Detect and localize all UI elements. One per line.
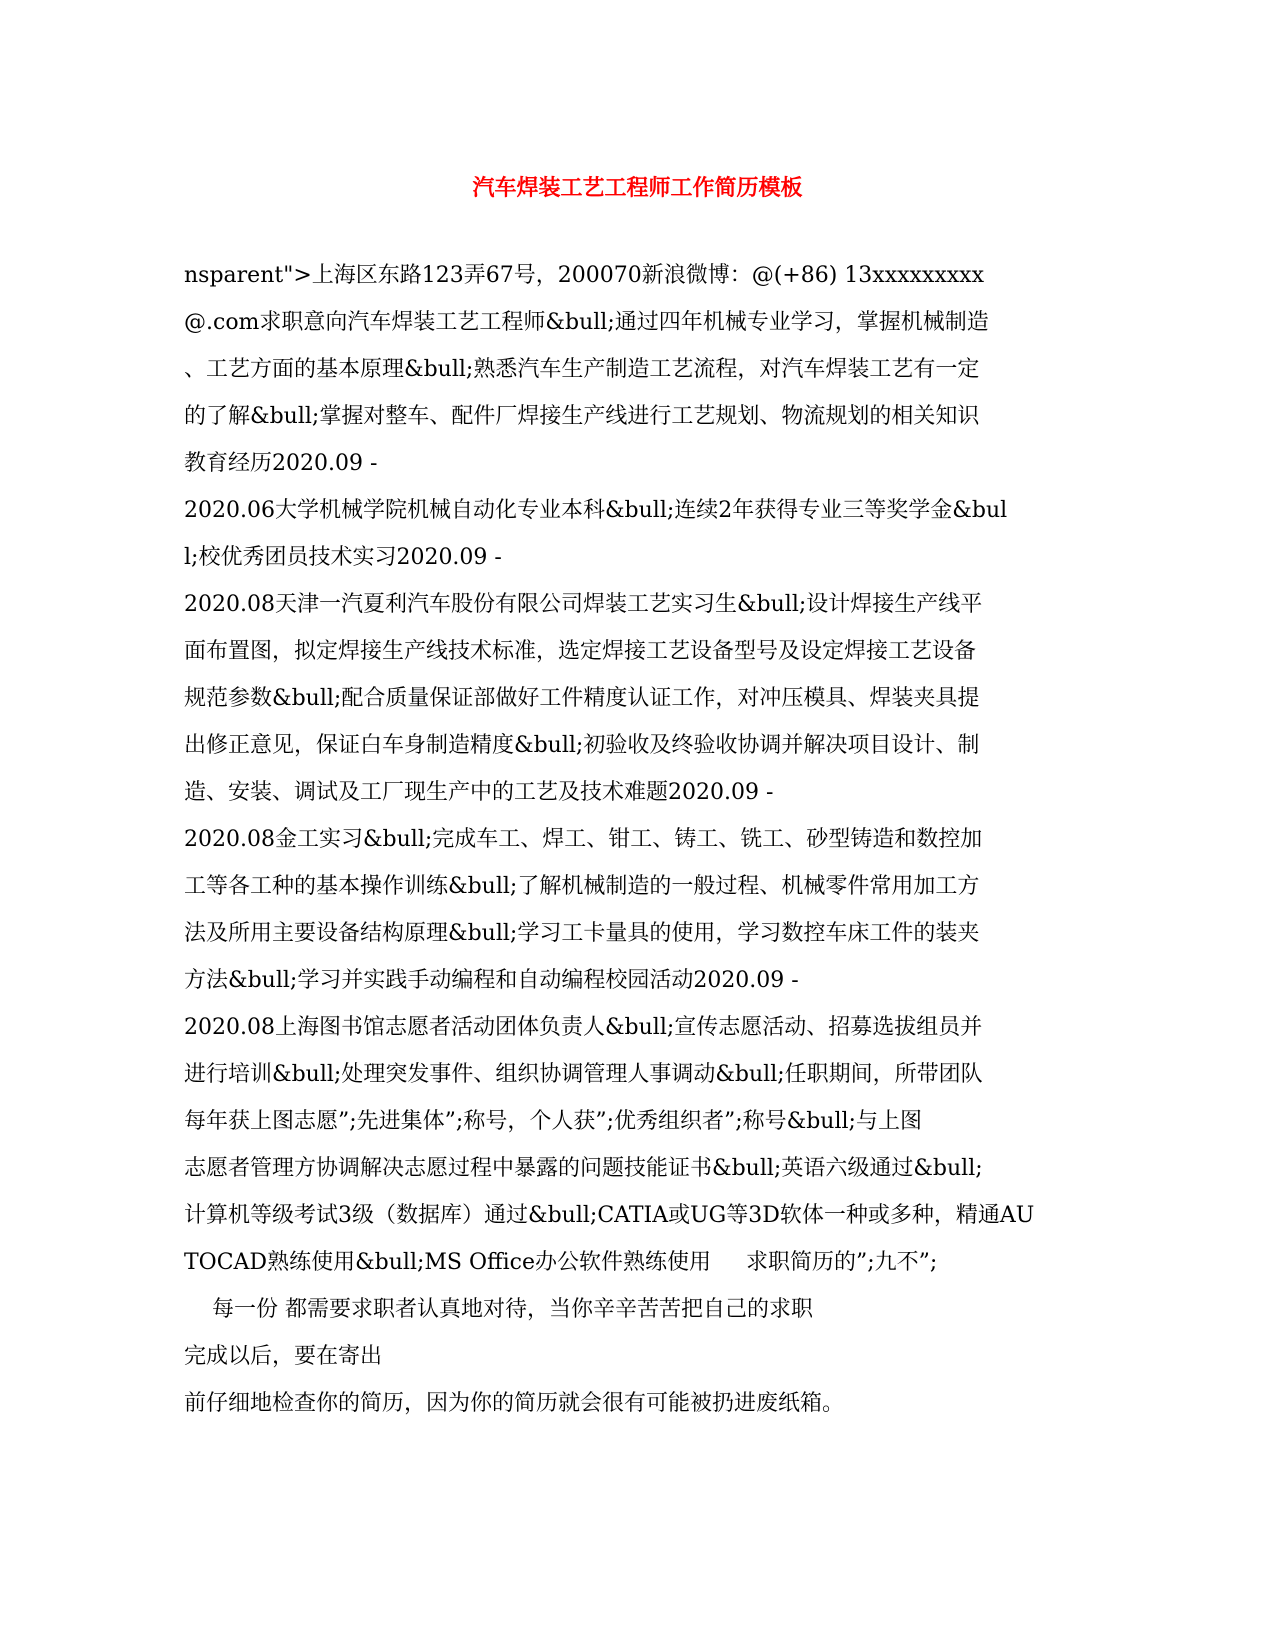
document-title: 汽车焊装工艺工程师工作简历模板 <box>472 175 803 201</box>
body-line: 的了解&bull;掌握对整车、配件厂焊接生产线进行工艺规划、物流规划的相关知识 <box>184 404 980 429</box>
body-line: 志愿者管理方协调解决志愿过程中暴露的问题技能证书&bull;英语六级通过&bull; <box>184 1156 983 1181</box>
body-line: 工等各工种的基本操作训练&bull;了解机械制造的一般过程、机械零件常用加工方 <box>184 874 980 899</box>
body-line: 完成以后，要在寄出 <box>184 1344 383 1369</box>
body-line: 2020.08天津一汽夏利汽车股份有限公司焊装工艺实习生&bull;设计焊接生产线平 <box>184 592 983 617</box>
body-line: 面布置图，拟定焊接生产线技术标准，选定焊接工艺设备型号及设定焊接工艺设备 <box>184 639 977 664</box>
body-line: 法及所用主要设备结构原理&bull;学习工卡量具的使用，学习数控车床工件的装夹 <box>184 921 980 946</box>
body-line: l;校优秀团员技术实习2020.09 - <box>184 545 502 570</box>
body-line: 造、安装、调试及工厂现生产中的工艺及技术难题2020.09 - <box>184 780 774 805</box>
body-line: 、工艺方面的基本原理&bull;熟悉汽车生产制造工艺流程，对汽车焊装工艺有一定 <box>184 357 980 382</box>
body-line: 每一份 都需要求职者认真地对待，当你辛辛苦苦把自己的求职 <box>184 1297 813 1322</box>
body-line: 每年获上图志愿”;先进集体”;称号，个人获”;优秀组织者”;称号&bull;与上图 <box>184 1109 922 1134</box>
body-line: 计算机等级考试3级（数据库）通过&bull;CATIA或UG等3D软体一种或多种，精通AU <box>184 1203 1035 1228</box>
body-line: TOCAD熟练使用&bull;MS Office办公软件熟练使用 求职简历的”;九不”; <box>184 1250 938 1275</box>
body-line: 规范参数&bull;配合质量保证部做好工件精度认证工作，对冲压模具、焊装夹具提 <box>184 686 980 711</box>
body-line: @.com求职意向汽车焊装工艺工程师&bull;通过四年机械专业学习，掌握机械制造 <box>184 310 989 335</box>
body-line: 出修正意见，保证白车身制造精度&bull;初验收及终验收协调并解决项目设计、制 <box>184 733 980 758</box>
body-line: 方法&bull;学习并实践手动编程和自动编程校园活动2020.09 - <box>184 968 799 993</box>
body-line: 教育经历2020.09 - <box>184 451 378 476</box>
body-line: 2020.06大学机械学院机械自动化专业本科&bull;连续2年获得专业三等奖学金&bul <box>184 498 1008 523</box>
body-line: 2020.08金工实习&bull;完成车工、焊工、钳工、铸工、铣工、砂型铸造和数控加 <box>184 827 983 852</box>
body-line: 前仔细地检查你的简历，因为你的简历就会很有可能被扔进废纸箱。 <box>184 1391 845 1416</box>
body-line: 进行培训&bull;处理突发事件、组织协调管理人事调动&bull;任职期间，所带团队 <box>184 1062 983 1087</box>
body-line: nsparent">上海区东路123弄67号，200070新浪微博：@(+86) 13xxxxxxxxx <box>184 263 984 288</box>
body-line: 2020.08上海图书馆志愿者活动团体负责人&bull;宣传志愿活动、招募选拔组员并 <box>184 1015 983 1040</box>
